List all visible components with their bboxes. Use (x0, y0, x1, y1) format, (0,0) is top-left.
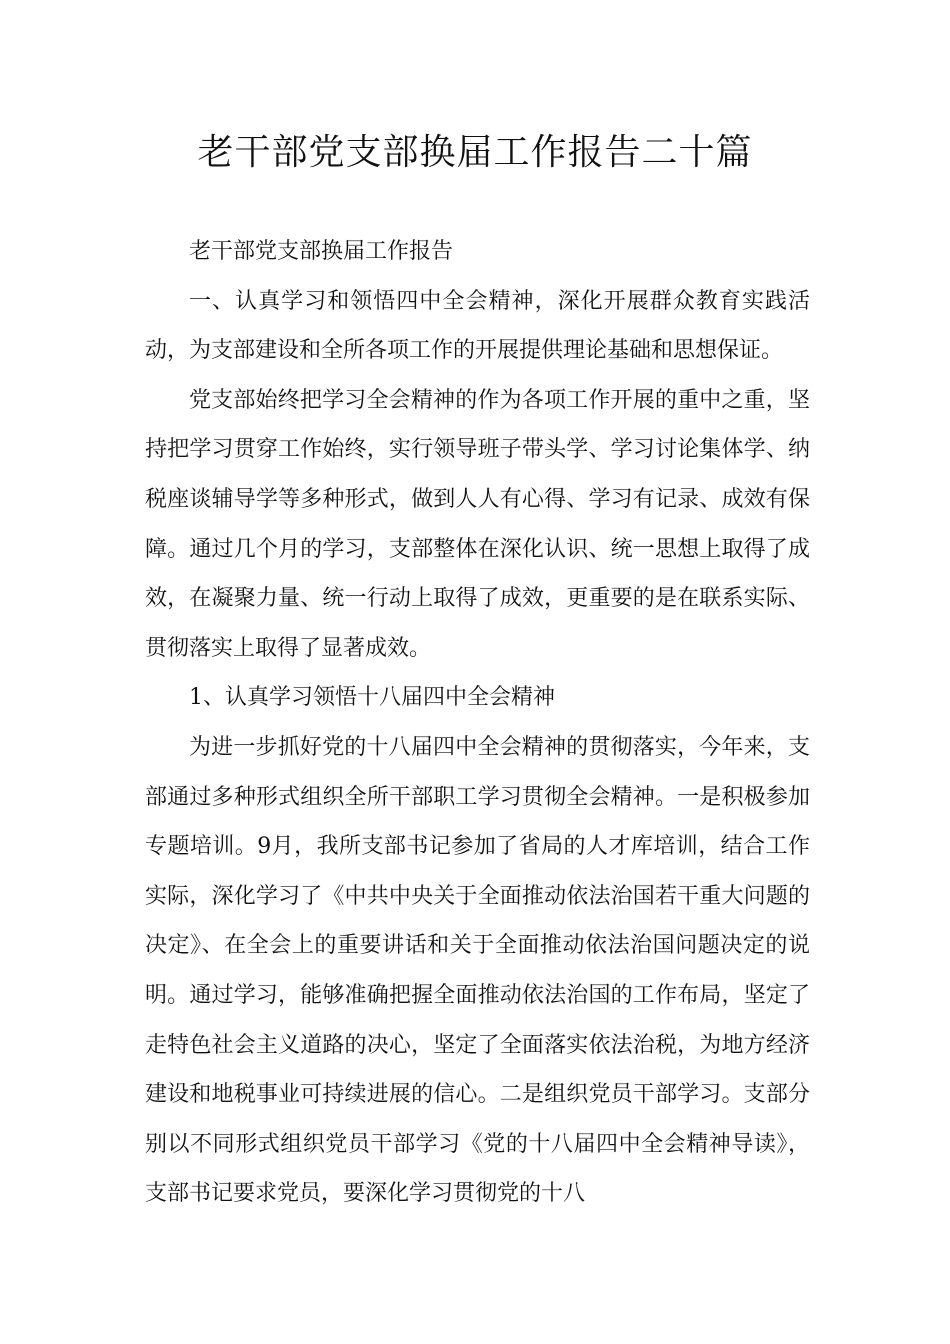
section-heading-paragraph: 一、认真学习和领悟四中全会精神，深化开展群众教育实践活动，为支部建设和全所各项工作的开展提供理论基础和思想保证。 (145, 288, 810, 364)
body-paragraph: 为进一步抓好党的十八届四中全会精神的贯彻落实，今年来，支部通过多种形式组织全所干部职工学习贯彻全会精神。一是积极参加专题培训。9月，我所支部书记参加了省局的人才库培训，结合工作实际，深化学习了《中共中央关于全面推动依法治国若干重大问题的决定》、在全会上的重要讲话和关于全面推动依法治国问题决定的说明。通过学习，能够准确把握全面推动依法治国的工作布局，坚定了走特色社会主义道路的决心，坚定了全面落实依法治税，为地方经济建设和地税事业可持续进展的信心。二是组织党员干部学习。支部分别以不同形式组织党员干部学习《党的十八届四中全会精神导读》，支部书记要求党员，要深化学习贯彻党的十八 (145, 734, 810, 1207)
document-title: 老干部党支部换届工作报告二十篇 (197, 132, 753, 173)
subtitle-paragraph: 老干部党支部换届工作报告 (189, 239, 454, 264)
body-paragraph: 党支部始终把学习全会精神的作为各项工作开展的重中之重，坚持把学习贯穿工作始终，实行领导班子带头学、学习讨论集体学、纳税座谈辅导学等多种形式，做到人人有心得、学习有记录、成效有保障。通过几个月的学习，支部整体在深化认识、统一思想上取得了成效，在凝聚力量、统一行动上取得了成效，更重要的是在联系实际、贯彻落实上取得了显著成效。 (145, 387, 810, 661)
subsection-heading-paragraph: 1、认真学习领悟十八届四中全会精神 (189, 685, 555, 711)
document-body (145, 227, 810, 1219)
